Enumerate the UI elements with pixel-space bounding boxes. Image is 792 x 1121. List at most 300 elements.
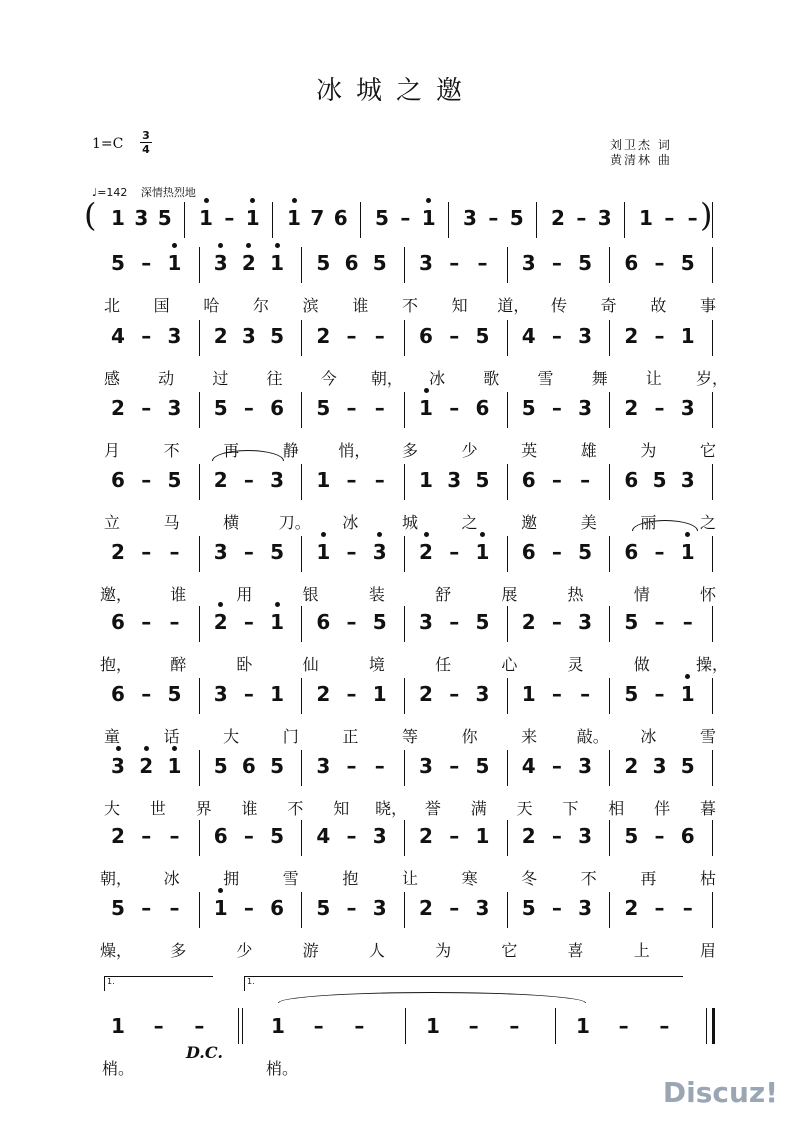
note: 1: [282, 206, 306, 230]
bar-line: [507, 247, 508, 283]
lyric-syllable: 伴: [654, 799, 671, 818]
note: –: [346, 824, 357, 848]
note: 3: [680, 396, 695, 420]
note: 5: [578, 251, 593, 275]
high-octave-dot: [321, 532, 326, 537]
bar-line: [301, 820, 302, 856]
note: –: [374, 324, 385, 348]
note: –: [374, 396, 385, 420]
note: 6: [333, 206, 348, 230]
note: –: [551, 468, 562, 492]
bar-line: [712, 820, 713, 856]
note: 1: [311, 540, 335, 564]
note: 5: [680, 754, 695, 778]
note: 1: [111, 206, 125, 230]
note: 3: [372, 824, 387, 848]
bar-line: [238, 1008, 243, 1044]
note: 5: [372, 610, 387, 634]
lyric-syllable: 操，: [696, 655, 729, 674]
bar-line: [301, 320, 302, 356]
note: –: [654, 251, 665, 275]
note: 1: [162, 251, 186, 275]
watermark: Discuz!: [662, 1076, 778, 1109]
note: 2: [134, 754, 158, 778]
lyric-syllable: 用: [236, 585, 253, 604]
lyric-syllable: 歌: [483, 369, 500, 388]
lyric-syllable: 朝，: [370, 369, 403, 388]
note: 3: [167, 396, 182, 420]
note: –: [346, 682, 357, 706]
note: 4: [111, 324, 125, 348]
lyric-syllable: 谁: [352, 296, 369, 315]
bar-line: [404, 392, 405, 428]
lyric-syllable: 银: [302, 585, 319, 604]
note: 5: [475, 754, 490, 778]
high-octave-dot: [144, 746, 149, 751]
bar-line: [199, 392, 200, 428]
note: –: [654, 396, 665, 420]
note: 2: [213, 324, 228, 348]
note: 6: [624, 540, 639, 564]
note: 3: [578, 324, 593, 348]
bar-line: [609, 464, 610, 500]
da-capo: D.C.: [186, 1043, 223, 1062]
bar-line: [301, 678, 302, 714]
lyric-syllable: 不: [580, 869, 597, 888]
bar-line: [199, 678, 200, 714]
lyric-syllable: 热: [567, 585, 584, 604]
lyric-syllable: 少: [461, 441, 478, 460]
note: –: [477, 251, 488, 275]
note: 4: [316, 824, 331, 848]
close-paren: ): [700, 196, 713, 234]
note: 1: [680, 324, 695, 348]
bar-line: [199, 536, 200, 572]
note: 3: [578, 754, 593, 778]
note: 1: [265, 610, 289, 634]
note: 5: [624, 824, 639, 848]
bar-line: [712, 536, 713, 572]
note: –: [243, 396, 254, 420]
open-paren: (: [84, 196, 97, 234]
lyric-syllable: 不: [163, 441, 180, 460]
note: 6: [241, 754, 256, 778]
note: 6: [111, 610, 125, 634]
bar-line: [507, 606, 508, 642]
note: –: [654, 824, 665, 848]
note: –: [243, 682, 254, 706]
note: –: [374, 468, 385, 492]
note: 6: [624, 251, 639, 275]
lyric-syllable: 敲。: [576, 727, 609, 746]
note: –: [551, 824, 562, 848]
lyric-syllable: 上: [633, 941, 650, 960]
bar-line: [507, 320, 508, 356]
note: 2: [419, 824, 433, 848]
note: 6: [624, 468, 639, 492]
note: 6: [111, 682, 125, 706]
note: 3: [680, 468, 695, 492]
note: 5: [509, 206, 524, 230]
lyric-syllable: 城: [401, 513, 418, 532]
note: 5: [475, 468, 490, 492]
note: 1: [676, 540, 700, 564]
bar-line: [199, 320, 200, 356]
bar-line: [609, 247, 610, 283]
note: 6: [213, 824, 228, 848]
bar-line: [360, 202, 361, 238]
lyric-syllable: 道，: [497, 296, 530, 315]
note: 6: [521, 540, 536, 564]
meter-top: 3: [142, 129, 150, 142]
note: –: [687, 206, 698, 230]
note: –: [243, 610, 254, 634]
note: –: [664, 206, 675, 230]
note: 5: [167, 682, 182, 706]
note: –: [141, 896, 152, 920]
bar-line: [199, 464, 200, 500]
note: 2: [209, 610, 233, 634]
note: 3: [419, 251, 433, 275]
note: 3: [578, 396, 593, 420]
lyric-syllable: 它: [501, 941, 518, 960]
note: –: [682, 610, 693, 634]
lyric-syllable: 正: [342, 727, 359, 746]
lyric-syllable: 抱，: [100, 655, 133, 674]
note: 3: [597, 206, 612, 230]
lyric-syllable: 北: [103, 296, 120, 315]
bar-line: [301, 464, 302, 500]
lyric-syllable: 再: [640, 869, 657, 888]
bar-line: [404, 536, 405, 572]
lyric-syllable: 你: [461, 727, 478, 746]
lyric-syllable: 大: [223, 727, 240, 746]
bar-line: [404, 606, 405, 642]
bar-line: [609, 536, 610, 572]
lyric-syllable: 今: [320, 369, 337, 388]
volta-bracket: 1.: [104, 976, 213, 991]
note: 3: [167, 324, 182, 348]
note: 2: [237, 251, 261, 275]
lyric-syllable: 朝，: [100, 869, 133, 888]
note: 1: [372, 682, 387, 706]
note: –: [468, 1014, 479, 1038]
note: –: [243, 896, 254, 920]
note: 3: [134, 206, 149, 230]
lyric-syllable: 世: [149, 799, 166, 818]
bar-line: [507, 678, 508, 714]
note: 1: [270, 682, 285, 706]
bar-line: [712, 892, 713, 928]
lyric-syllable: 不: [287, 799, 304, 818]
lyric-syllable: 暮: [699, 799, 716, 818]
lyric-syllable: 做: [633, 655, 650, 674]
note: 2: [521, 610, 536, 634]
lyric-syllable: 刀。: [278, 513, 311, 532]
lyric-syllable: 冰: [342, 513, 359, 532]
bar-line: [609, 892, 610, 928]
lyric-syllable: 为: [435, 941, 452, 960]
note: 1: [111, 1014, 125, 1038]
bar-line: [609, 678, 610, 714]
note: –: [141, 251, 152, 275]
lyric-syllable: 再: [223, 441, 240, 460]
note: 6: [316, 610, 331, 634]
lyric-syllable: 哈: [203, 296, 220, 315]
high-octave-dot: [172, 243, 177, 248]
bar-line: [199, 820, 200, 856]
note: 3: [419, 754, 433, 778]
tempo-marking: [92, 184, 196, 200]
bar-line: [609, 392, 610, 428]
high-octave-dot: [292, 198, 297, 203]
lyric-syllable: 知: [451, 296, 468, 315]
lyric-syllable: 往: [266, 369, 283, 388]
bar-line: [712, 464, 713, 500]
lyric-syllable: 誉: [424, 799, 441, 818]
note: 5: [270, 824, 285, 848]
note: 5: [213, 396, 228, 420]
note: –: [580, 468, 591, 492]
note: –: [449, 754, 460, 778]
note: –: [346, 396, 357, 420]
lyric-syllable: 少: [236, 941, 253, 960]
high-octave-dot: [172, 746, 177, 751]
bar-line: [624, 202, 625, 238]
bar-line: [448, 202, 449, 238]
note: 2: [111, 396, 125, 420]
note: 5: [167, 468, 182, 492]
lyric-syllable: 怀: [699, 585, 716, 604]
note: 2: [624, 754, 639, 778]
note: 4: [521, 754, 536, 778]
note: –: [346, 540, 357, 564]
lyric-syllable: 多: [401, 441, 418, 460]
note: 2: [111, 824, 125, 848]
lyric-syllable: 情: [633, 585, 650, 604]
bar-line: [507, 464, 508, 500]
note: –: [551, 682, 562, 706]
lyric-syllable: 雪: [699, 727, 716, 746]
lyric-syllable: 燥，: [100, 941, 133, 960]
lyric-syllable: 冰: [429, 369, 446, 388]
bar-line: [404, 247, 405, 283]
note: –: [618, 1014, 629, 1038]
lyric-syllable: 过: [212, 369, 229, 388]
bar-line: [301, 892, 302, 928]
note: –: [141, 396, 152, 420]
note: 2: [624, 896, 639, 920]
note: 5: [270, 754, 285, 778]
volta-bracket: 1.: [244, 976, 683, 991]
note: –: [141, 610, 152, 634]
lyric-syllable: 让: [645, 369, 662, 388]
lyric-syllable: 等: [401, 727, 418, 746]
slur: [278, 992, 586, 1003]
lyric-syllable: 英: [521, 441, 538, 460]
lyric-syllable: 枯: [699, 869, 716, 888]
bar-line: [609, 820, 610, 856]
note: 1: [265, 251, 289, 275]
lyric-syllable: 静: [282, 441, 299, 460]
lyric-syllable: 游: [302, 941, 319, 960]
lyric-syllable: 童: [103, 727, 120, 746]
note: 5: [270, 324, 285, 348]
note: 3: [372, 896, 387, 920]
lyric-syllable: 卧: [236, 655, 253, 674]
note: 5: [578, 540, 593, 564]
note: 1: [426, 1014, 440, 1038]
note: –: [243, 824, 254, 848]
lyric-syllable: 醉: [170, 655, 187, 674]
lyric-syllable: 丽: [640, 513, 657, 532]
note: 5: [680, 251, 695, 275]
note: 3: [209, 251, 233, 275]
note: –: [400, 206, 411, 230]
lyric-syllable: 让: [401, 869, 418, 888]
note: –: [449, 610, 460, 634]
lyric-syllable: 谁: [170, 585, 187, 604]
bar-line: [609, 750, 610, 786]
bar-line: [199, 892, 200, 928]
note: –: [141, 540, 152, 564]
note: 2: [316, 682, 331, 706]
bar-line: [712, 750, 713, 786]
lyric-syllable: 滨: [302, 296, 319, 315]
bar-line: [301, 606, 302, 642]
note: –: [488, 206, 499, 230]
bar-line: [609, 320, 610, 356]
note: 5: [375, 206, 389, 230]
bar-line: [404, 820, 405, 856]
note: –: [169, 540, 180, 564]
note: –: [449, 682, 460, 706]
note: 5: [521, 896, 536, 920]
note: –: [654, 682, 665, 706]
bar-line: [712, 392, 713, 428]
bar-line: [507, 750, 508, 786]
note: –: [224, 206, 235, 230]
lyric-syllable: 立: [103, 513, 120, 532]
lyricist: 刘卫杰 词: [610, 138, 672, 152]
note: 1: [162, 754, 186, 778]
note: 3: [463, 206, 477, 230]
note: 6: [270, 896, 285, 920]
note: 5: [624, 610, 639, 634]
lyric-syllable: 界: [195, 799, 212, 818]
note: 5: [316, 896, 331, 920]
note: –: [551, 396, 562, 420]
high-octave-dot: [275, 243, 280, 248]
note: –: [141, 468, 152, 492]
lyric-syllable: 大: [103, 799, 120, 818]
high-octave-dot: [275, 602, 280, 607]
note: 2: [213, 468, 228, 492]
bar-line: [712, 606, 713, 642]
note: 5: [111, 251, 125, 275]
lyric-syllable: 它: [699, 441, 716, 460]
bar-line: [507, 892, 508, 928]
bar-line: [405, 1008, 406, 1044]
bar-line: [301, 247, 302, 283]
note: –: [346, 324, 357, 348]
note: 2: [624, 396, 639, 420]
lyric-syllable: 雪: [537, 369, 554, 388]
lyric-syllable: 岁，: [696, 369, 729, 388]
note: –: [551, 324, 562, 348]
bar-line: [404, 678, 405, 714]
note: 5: [521, 396, 536, 420]
bar-line: [712, 247, 713, 283]
lyric-syllable: 多: [170, 941, 187, 960]
note: 5: [475, 324, 490, 348]
bar-line: [712, 320, 713, 356]
bar-line: [404, 892, 405, 928]
note: –: [580, 682, 591, 706]
lyric-syllable: 传: [550, 296, 567, 315]
note: 2: [419, 896, 433, 920]
note: 6: [521, 468, 536, 492]
note: 3: [475, 682, 490, 706]
note: –: [449, 896, 460, 920]
lyric-syllable: 晓，: [375, 799, 408, 818]
lyric-syllable: 为: [640, 441, 657, 460]
note: –: [509, 1014, 520, 1038]
song-title: 冰城之邀: [315, 76, 476, 106]
note: –: [576, 206, 587, 230]
bar-line: [712, 678, 713, 714]
note: 1: [209, 896, 233, 920]
note: –: [354, 1014, 365, 1038]
lyric-syllable: 话: [163, 727, 180, 746]
note: 5: [157, 206, 172, 230]
note: 2: [551, 206, 565, 230]
tempo: ♩=142: [92, 186, 128, 199]
note: 5: [270, 540, 285, 564]
note: 5: [624, 682, 639, 706]
lyric-syllable: 尔: [252, 296, 269, 315]
note: 5: [316, 396, 331, 420]
note: –: [346, 468, 357, 492]
lyric-syllable: 知: [333, 799, 350, 818]
lyric-syllable: 拥: [223, 869, 240, 888]
note: 1: [470, 540, 494, 564]
note: 3: [475, 896, 490, 920]
lyric-syllable: 任: [435, 655, 452, 674]
high-octave-dot: [480, 532, 485, 537]
note: 3: [447, 468, 462, 492]
note: 3: [241, 324, 256, 348]
high-octave-dot: [116, 746, 121, 751]
note: –: [551, 896, 562, 920]
bar-line: [536, 202, 537, 238]
lyric-syllable: 满: [470, 799, 487, 818]
note: –: [346, 896, 357, 920]
note: 3: [106, 754, 130, 778]
high-octave-dot: [204, 198, 209, 203]
note: –: [313, 1014, 324, 1038]
lyric-syllable: 抱: [342, 869, 359, 888]
bar-line: [609, 606, 610, 642]
lyric-syllable: 谁: [241, 799, 258, 818]
note: 1: [639, 206, 653, 230]
lyric-syllable: 悄，: [338, 441, 371, 460]
note: 1: [194, 206, 218, 230]
note: –: [654, 324, 665, 348]
lyric-syllable: 之: [699, 513, 716, 532]
note: –: [551, 610, 562, 634]
note: 5: [316, 251, 331, 275]
